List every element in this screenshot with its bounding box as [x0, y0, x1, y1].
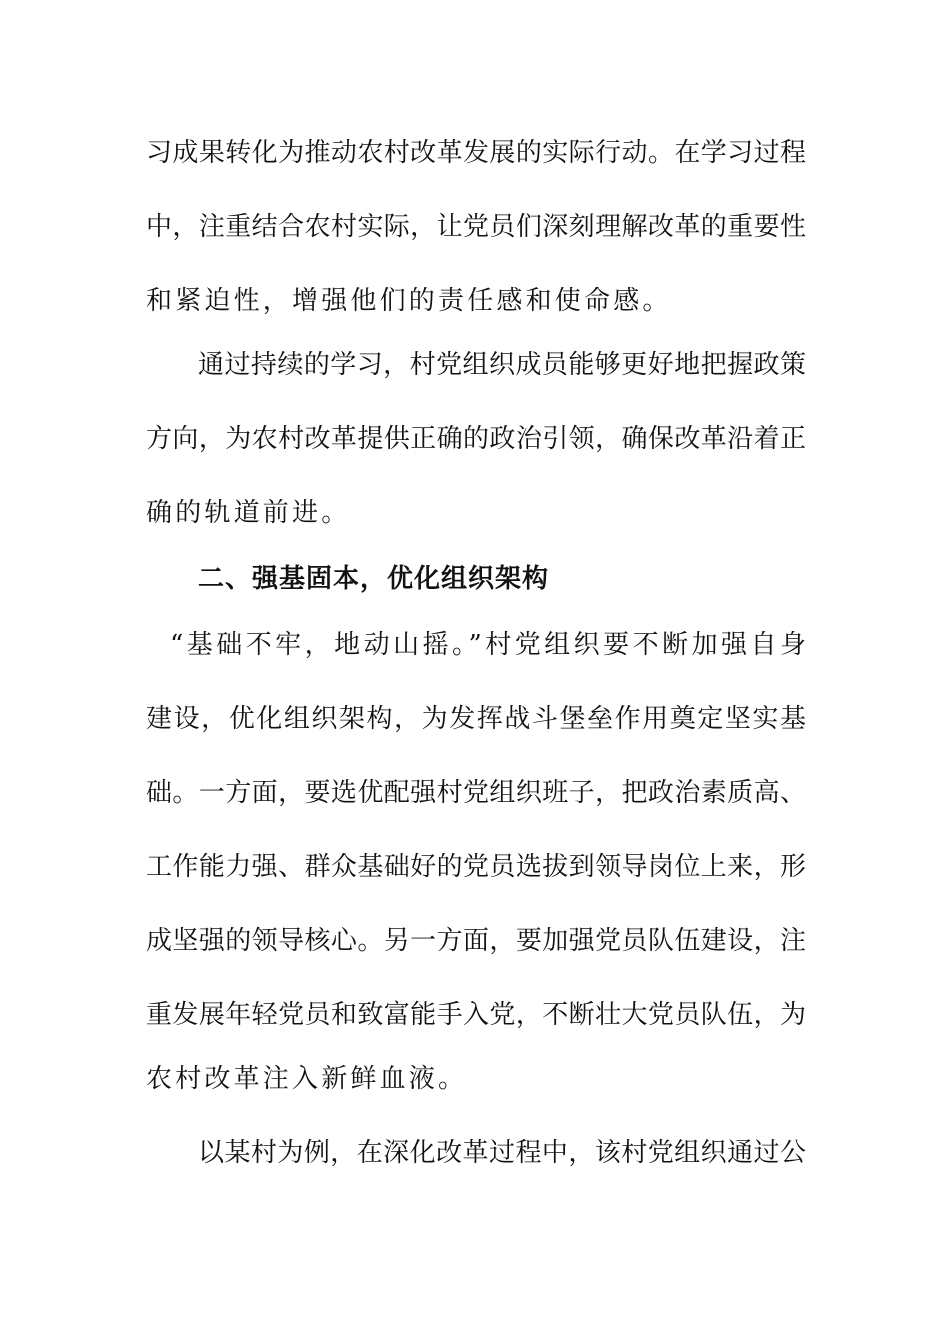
paragraph-line: 中，注重结合农村实际，让党员们深刻理解改革的重要性 — [146, 212, 806, 242]
paragraph-line: 成坚强的领导核心。另一方面，要加强党员队伍建设，注 — [146, 926, 806, 956]
paragraph-line: 和紧迫性，增强他们的责任感和使命感。 — [146, 286, 672, 316]
section-heading: 二、强基固本，优化组织架构 — [198, 564, 550, 594]
paragraph-line: 方向，为农村改革提供正确的政治引领，确保改革沿着正 — [146, 424, 806, 454]
paragraph-line: 通过持续的学习，村党组织成员能够更好地把握政策 — [198, 350, 806, 380]
paragraph-line: 建设，优化组织架构，为发挥战斗堡垒作用奠定坚实基 — [146, 704, 806, 734]
paragraph-line: 重发展年轻党员和致富能手入党，不断壮大党员队伍，为 — [146, 1000, 806, 1030]
paragraph-line: 习成果转化为推动农村改革发展的实际行动。在学习过程 — [146, 138, 806, 168]
paragraph-line: 础。一方面，要选优配强村党组织班子，把政治素质高、 — [146, 778, 806, 808]
paragraph-line: 确的轨道前进。 — [146, 498, 351, 528]
paragraph-line: 农村改革注入新鲜血液。 — [146, 1064, 468, 1094]
paragraph-line: 以某村为例，在深化改革过程中，该村党组织通过公 — [198, 1138, 806, 1168]
paragraph-line: 工作能力强、群众基础好的党员选拔到领导岗位上来，形 — [146, 852, 806, 882]
paragraph-line: “基础不牢，地动山摇。”村党组织要不断加强自身 — [170, 630, 806, 660]
